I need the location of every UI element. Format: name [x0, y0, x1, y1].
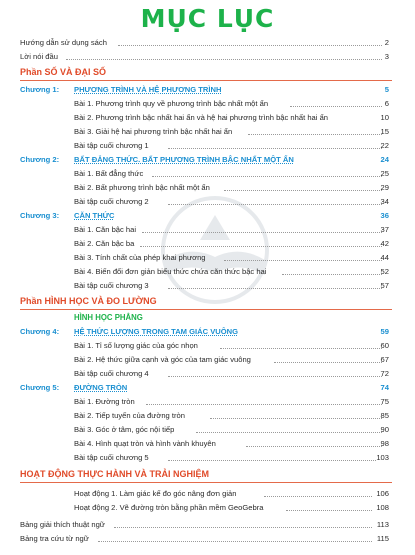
- toc-entry[interactable]: Bài tập cuối chương 4 72: [74, 369, 389, 378]
- toc-entry[interactable]: Bài tập cuối chương 5 103: [74, 453, 389, 462]
- toc-entry[interactable]: Bài 3. Giải hệ hai phương trình bậc nhất hai ẩn 15: [74, 127, 389, 136]
- toc-entry[interactable]: Hướng dẫn sử dụng sách 2: [20, 38, 389, 47]
- toc-entry[interactable]: Lời nói đầu 3: [20, 52, 389, 61]
- toc-entry[interactable]: Bài 1. Tỉ số lượng giác của góc nhọn 60: [74, 341, 389, 350]
- toc-entry[interactable]: Bảng tra cứu từ ngữ 115: [20, 534, 389, 543]
- toc-entry[interactable]: Bài 2. Tiếp tuyến của đường tròn 85: [74, 411, 389, 420]
- section-subheading: HÌNH HỌC PHẲNG: [74, 313, 143, 322]
- toc-entry[interactable]: Bài tập cuối chương 3 57: [74, 281, 389, 290]
- chapter-entry[interactable]: Chương 3: CĂN THỨC 36: [20, 211, 389, 220]
- chapter-entry[interactable]: Chương 4: HỆ THỨC LƯỢNG TRONG TAM GIÁC VUÔNG 59: [20, 327, 389, 336]
- toc-entry[interactable]: Hoạt động 1. Làm giác kế đo góc nâng đơn giản 106: [74, 489, 389, 498]
- toc-entry[interactable]: Bài tập cuối chương 1 22: [74, 141, 389, 150]
- toc-entry[interactable]: Bảng giải thích thuật ngữ 113: [20, 520, 389, 529]
- page-title: MỤC LỤC: [140, 4, 275, 33]
- divider: [20, 309, 392, 310]
- toc-entry[interactable]: Hoạt động 2. Vẽ đường tròn bằng phần mềm GeoGebra 108: [74, 503, 389, 512]
- toc-entry[interactable]: Bài 4. Hình quạt tròn và hình vành khuyên 98: [74, 439, 389, 448]
- toc-entry[interactable]: Bài 2. Hệ thức giữa cạnh và góc của tam giác vuông 67: [74, 355, 389, 364]
- toc-entry[interactable]: Bài 1. Bất đẳng thức 25: [74, 169, 389, 178]
- chapter-entry[interactable]: Chương 5: ĐƯỜNG TRÒN 74: [20, 383, 389, 392]
- toc-entry[interactable]: Bài 3. Tính chất của phép khai phương 44: [74, 253, 389, 262]
- toc-entry[interactable]: Bài 2. Bất phương trình bậc nhất một ẩn 29: [74, 183, 389, 192]
- chapter-entry[interactable]: Chương 1: PHƯƠNG TRÌNH VÀ HỆ PHƯƠNG TRÌNH 5: [20, 85, 389, 94]
- part-heading: Phần HÌNH HỌC VÀ ĐO LƯỜNG: [20, 296, 157, 306]
- divider: [20, 80, 392, 81]
- toc-entry[interactable]: Bài 1. Phương trình quy về phương trình bậc nhất một ẩn 6: [74, 99, 389, 108]
- chapter-entry[interactable]: Chương 2: BẤT ĐẲNG THỨC. BẤT PHƯƠNG TRÌNH BẬC NHẤT MỘT ẨN 24: [20, 155, 389, 164]
- toc-entry[interactable]: Bài 2. Căn bậc ba 42: [74, 239, 389, 248]
- toc-entry[interactable]: Bài 1. Căn bậc hai 37: [74, 225, 389, 234]
- part-heading: Phần SỐ VÀ ĐẠI SỐ: [20, 67, 107, 77]
- toc-entry[interactable]: Bài 1. Đường tròn 75: [74, 397, 389, 406]
- toc-entry[interactable]: Bài 3. Góc ở tâm, góc nội tiếp 90: [74, 425, 389, 434]
- divider: [20, 482, 392, 483]
- toc-entry[interactable]: Bài 4. Biến đổi đơn giản biểu thức chứa căn thức bậc hai 52: [74, 267, 389, 276]
- activities-heading: HOẠT ĐỘNG THỰC HÀNH VÀ TRẢI NGHIỆM: [20, 469, 209, 479]
- toc-entry[interactable]: Bài 2. Phương trình bậc nhất hai ẩn và hệ hai phương trình bậc nhất hai ẩn 10: [74, 113, 389, 122]
- toc-entry[interactable]: Bài tập cuối chương 2 34: [74, 197, 389, 206]
